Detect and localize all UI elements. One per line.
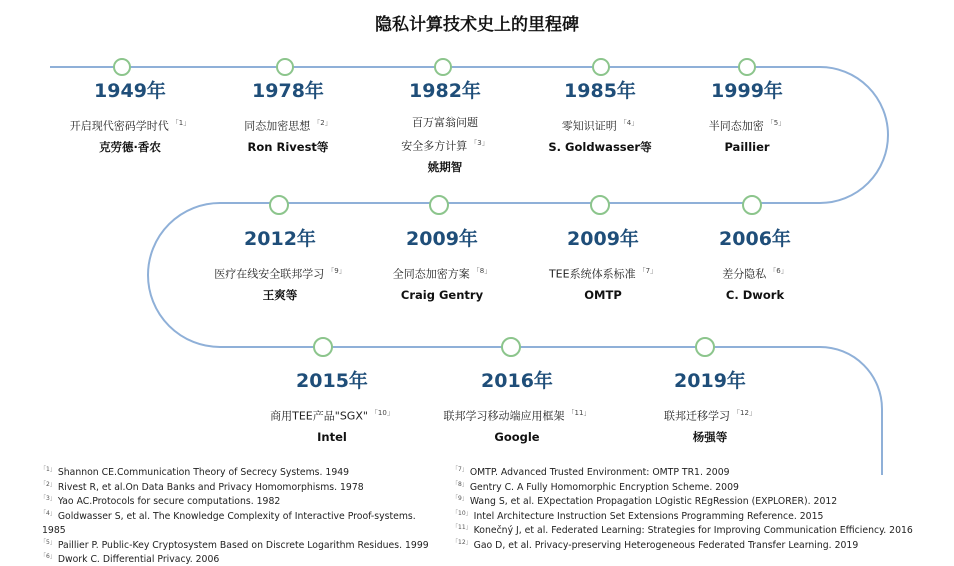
milestone-author: S. Goldwasser等 [548,139,652,154]
milestone-desc: 联邦学习移动端应用框架 $^{「11」}$ [443,409,591,423]
reference-item: $^{「7」}$ OMTP. Advanced Trusted Environment: OMTP TR1. 2009 [452,466,730,479]
milestone-author: 克劳德·香农 [99,139,161,154]
ref-marker: 「6」 [769,267,788,275]
reference-item: $^{「10」}$ Intel Architecture Instruction Set Extensions Programming Reference. 2015 [452,509,824,522]
milestone-2012 [195,228,365,302]
ref-marker: 「12」 [733,409,756,417]
milestone-1949 [45,80,215,154]
milestone-desc: 同态加密思想 $^{「2」}$ [244,119,332,133]
milestone-dot [435,59,451,75]
reference-item: $^{「9」}$ Wang S, et al. EXpectation Propagation LOgistic REgRession (EXPLORER). 2012 [452,495,838,508]
milestone-dot [591,196,609,214]
milestone-author: Intel [317,429,347,444]
milestone-dot [430,196,448,214]
milestone-2006 [670,228,840,302]
milestone-1985 [515,80,685,154]
milestone-1999 [662,80,832,154]
milestone-author: Ron Rivest等 [247,139,329,154]
milestone-year: 2009年 [406,228,478,250]
milestone-dot [114,59,130,75]
references-right [452,464,913,551]
ref-marker: 「5」 [766,119,786,127]
milestone-year: 1999年 [711,80,783,102]
reference-item: 1985 [42,525,66,537]
reference-item: $^{「2」}$ Rivest R, et al.On Data Banks and Privacy Homomorphisms. 1978 [40,480,364,493]
milestone-2016 [432,370,602,444]
reference-item: $^{「4」}$ Goldwasser S, et al. The Knowledge Complexity of Interactive Proof-systems. [40,509,416,522]
ref-marker: 「3」 [470,139,489,147]
milestone-2009-fhe [357,228,527,302]
milestone-author: OMTP [584,287,622,302]
milestone-2015 [247,370,417,444]
milestone-author: 姚期智 [427,159,463,174]
reference-item: $^{「3」}$ Yao AC.Protocols for secure computations. 1982 [40,495,281,508]
milestone-desc: 零知识证明 $^{「4」}$ [561,119,639,133]
reference-item: $^{「11」}$ Konečný J, et al. Federated Learning: Strategies for Improving Communication Efficiency. 2016 [452,524,913,537]
milestone-dot [314,338,332,356]
milestone-year: 2012年 [244,228,316,250]
milestone-desc: 全同态加密方案 $^{「8」}$ [392,267,492,281]
milestone-dot [270,196,288,214]
milestone-1982 [360,80,530,174]
milestone-2009-tee [518,228,688,302]
milestone-year: 2019年 [674,370,746,392]
reference-item: $^{「1」}$ Shannon CE.Communication Theory of Secrecy Systems. 1949 [40,466,350,479]
milestone-desc: 开启现代密码学时代 $^{「1」}$ [69,119,191,133]
ref-marker: 「9」 [327,267,346,275]
milestone-dot [277,59,293,75]
milestone-author: C. Dwork [725,287,785,302]
milestone-year: 2009年 [567,228,639,250]
milestone-year: 1985年 [564,80,636,102]
milestone-year: 1978年 [252,80,324,102]
milestone-dot [502,338,520,356]
milestone-author: Google [494,429,540,444]
milestone-dot [739,59,755,75]
ref-marker: 「10」 [370,409,394,417]
reference-item: $^{「6」}$ Dwork C. Differential Privacy. 2006 [40,553,220,566]
milestone-1978 [203,80,373,154]
milestone-year: 2016年 [481,370,553,392]
ref-marker: 「1」 [171,119,191,127]
references-left [40,464,429,566]
milestone-year: 1982年 [409,80,481,102]
reference-item: $^{「5」}$ Paillier P. Public-Key Cryptosystem Based on Discrete Logarithm Residues. 1999 [40,538,429,551]
milestone-desc: 商用TEE产品"SGX" $^{「10」}$ [270,409,394,423]
ref-marker: 「7」 [638,267,658,275]
milestone-dot [743,196,761,214]
milestone-author: Paillier [724,139,770,154]
milestone-dot [696,338,714,356]
milestone-author: Craig Gentry [400,287,484,302]
milestone-year: 2006年 [719,228,791,250]
milestone-desc: 医疗在线安全联邦学习 $^{「9」}$ [214,267,346,281]
diagram-title: 隐私计算技术史上的里程碑 [375,15,579,35]
milestone-author: 王爽等 [262,287,298,302]
ref-marker: 「4」 [619,119,639,127]
milestone-desc: 联邦迁移学习 $^{「12」}$ [664,409,756,423]
milestone-desc: 百万富翁问题 [412,116,478,129]
milestone-author: 杨强等 [692,429,728,444]
milestone-desc: 差分隐私 $^{「6」}$ [722,267,788,281]
milestone-2019 [625,370,795,444]
reference-item: $^{「8」}$ Gentry C. A Fully Homomorphic Encryption Scheme. 2009 [452,480,739,493]
milestone-desc: TEE系统体系标准 $^{「7」}$ [548,267,658,281]
milestone-desc: 半同态加密 $^{「5」}$ [708,119,786,133]
reference-item: $^{「12」}$ Gao D, et al. Privacy-preserving Heterogeneous Federated Transfer Learning. 2019 [452,538,859,551]
milestone-desc: 安全多方计算 $^{「3」}$ [401,139,489,153]
milestone-dot [593,59,609,75]
milestone-year: 2015年 [296,370,368,392]
ref-marker: 「11」 [567,409,591,417]
ref-marker: 「8」 [472,267,492,275]
ref-marker: 「2」 [313,119,332,127]
milestone-year: 1949年 [94,80,166,102]
